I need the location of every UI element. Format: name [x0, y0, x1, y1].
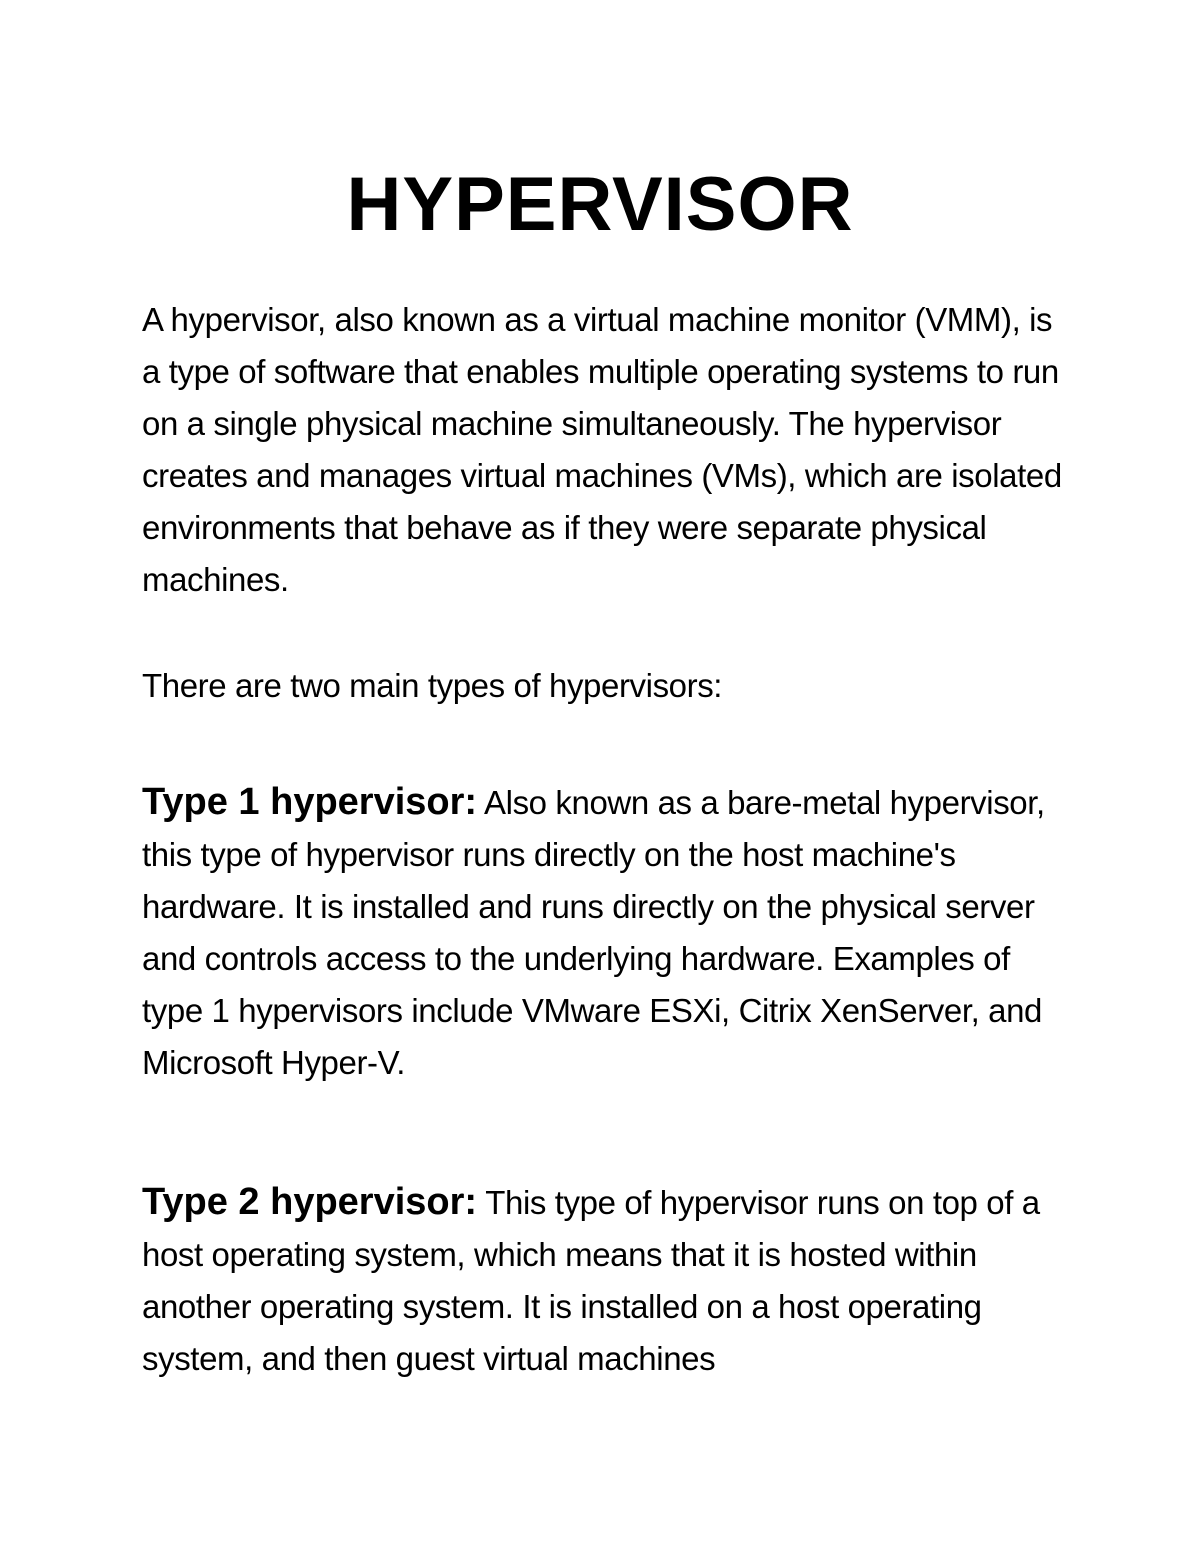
type1-description: Also known as a bare-metal hypervisor, this type of hypervisor runs directly on the host machine's hardware. It is installed and runs directly on the physical server and controls access to the underlying hardware. Examples of type 1 hypervisors include VMware ESXi, Citrix XenServer, and Microsoft Hyper-V.	[142, 784, 1045, 1081]
intro-paragraph: A hypervisor, also known as a virtual machine monitor (VMM), is a type of software that enables multiple operating systems to run on a single physical machine simultaneously. The hypervisor creates and manages virtual machines (VMs), which are isolated environments that behave as if they were separate physical machines.	[142, 301, 1062, 598]
type2-paragraph	[142, 1176, 1072, 1385]
document-title: HYPERVISOR	[346, 162, 854, 247]
type2-term: Type 2 hypervisor:	[142, 1181, 478, 1223]
type2-description: This type of hypervisor runs on top of a host operating system, which means that it is hosted within another operating system. It is installed on a host operating system, and then guest virtual machines	[142, 1184, 1040, 1377]
type1-paragraph	[142, 776, 1072, 1089]
types-intro-paragraph: There are two main types of hypervisors:	[142, 667, 723, 704]
type1-term: Type 1 hypervisor:	[142, 781, 478, 823]
